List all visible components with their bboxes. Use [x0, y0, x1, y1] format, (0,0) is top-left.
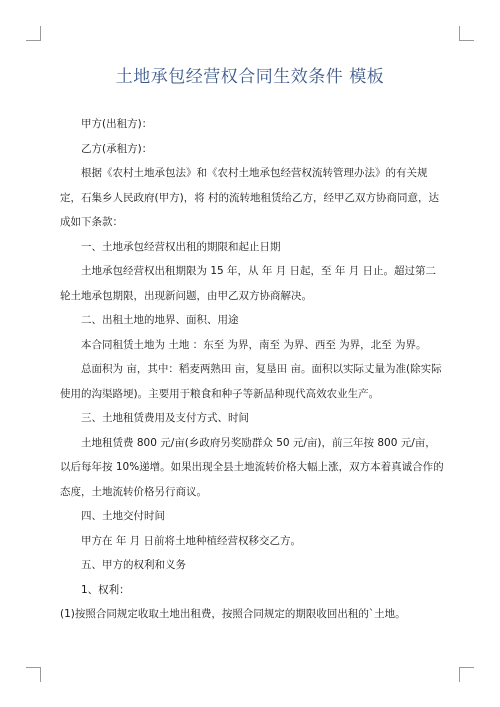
page-corner-mark — [26, 26, 41, 41]
boundary-paragraph: 本合同租赁土地为 土地 ：东至 为界，南至 为界、西至 为界，北至 为界。 — [81, 338, 427, 351]
party-b-line: 乙方(承租方)： — [81, 142, 153, 155]
area-paragraph: 总面积为 亩，其中：稻麦两熟田 亩，复垦田 亩。面积以实际丈量为准(除实际使用的沟渠路埂)。主要用于粮食和种子等新品种现代高效农业生产。 — [60, 363, 442, 400]
preamble-paragraph: 根据《农村土地承包法》和《农村土地承包经营权流转管理办法》的有关规定，石集乡人民政府(甲方)，将 村的流转地租赁给乙方，经甲乙双方协商同意，达成如下条款： — [60, 167, 440, 228]
lease-term-paragraph: 土地承包经营权出租期限为 15 年，从 年 月 日起，至 年 月 日止。超过第二轮土地承包期限，出现新问题，由甲乙双方协商解决。 — [60, 265, 437, 302]
section-heading-5: 五、甲方的权利和义务 — [81, 559, 186, 571]
page-corner-mark — [459, 667, 474, 682]
page-corner-mark — [26, 667, 41, 682]
section-heading-2: 二、出租土地的地界、面积、用途 — [81, 314, 239, 326]
document-title: 土地承包经营权合同生效条件 模板 — [115, 67, 385, 87]
page-corner-mark — [459, 26, 474, 41]
handover-paragraph: 甲方在 年 月 日前将土地种植经营权移交乙方。 — [81, 534, 302, 547]
document-body — [60, 112, 445, 627]
rent-paragraph: 土地租赁费 800 元/亩(乡政府另奖励群众 50 元/亩)，前三年按 800 元/亩，以后每年按 10%递增。如果出现全县土地流转价格大幅上涨，双方本着真诚合作的态度，土地流转价格另行商议。 — [60, 436, 444, 498]
party-a-line: 甲方(出租方)： — [81, 118, 153, 130]
section-heading-3: 三、土地租赁费用及支付方式、时间 — [81, 412, 249, 424]
section-heading-4: 四、土地交付时间 — [81, 510, 165, 522]
rights-heading: 1、权利： — [81, 583, 130, 596]
rights-item-1: (1)按照合同规定收取土地出租费，按照合同规定的期限收回出租的`土地。 — [60, 608, 406, 620]
section-heading-1: 一、土地承包经营权出租的期限和起止日期 — [81, 240, 281, 253]
